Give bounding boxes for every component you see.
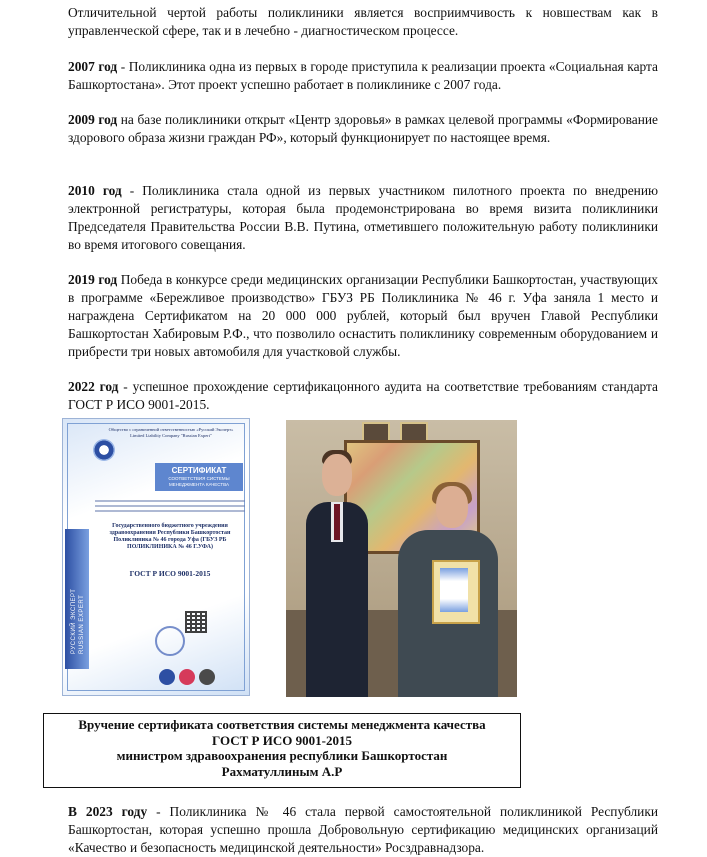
paragraph-2022 [68,378,658,414]
logo-icon [179,669,195,685]
paragraph-2010 [68,182,658,254]
man-tie [334,504,340,540]
certificate-side-text-en: RUSSIAN EXPERT [79,594,85,654]
year-label: 2019 год [68,272,118,287]
caption-line: министром здравоохранения республики Башкортостан [116,748,448,763]
year-label: 2022 год [68,379,119,394]
logo-icon [199,669,215,685]
certificate-logo-icon [93,439,115,461]
seal-icon [155,626,185,656]
certificate-holder: Государственного бюджетного учреждения здравоохранения Республики Башкортостан Поликлиника № 46 города Уфа (ГБУЗ РБ ПОЛИКЛИНИКА № 46 Г.УФА) [109,523,231,550]
caption-line: ГОСТ Р ИСО 9001-2015 [212,732,352,748]
woman-head [436,486,468,528]
certificate-side-text: РУССКИЙ ЭКСПЕРТ [71,588,77,654]
award-photo [286,420,517,697]
certificate-bottom-logos [159,669,239,685]
held-certificate [432,560,480,624]
qr-code-icon [185,611,207,633]
logo-icon [159,669,175,685]
year-label: 2010 год [68,183,122,198]
paragraph-text: - Поликлиника № 46 стала первой самостоятельной поликлиникой Республики Башкортостан, которая успешно прошла Добровольную сертификацию медицинских организаций «Качество и безопасность медицинской деятельности» Росздравнадзора. [68,804,658,855]
year-label: В 2023 году [68,804,148,819]
paragraph-2023 [68,803,658,857]
photo-caption [43,713,521,788]
paragraph-text: - успешное прохождение сертификацонного аудита на соответствие требованиям стандарта ГОСТ Р ИСО 9001-2015. [68,379,658,412]
intro-paragraph [68,4,658,40]
certificate-image [62,418,250,696]
certificate-standard: ГОСТ Р ИСО 9001-2015 [129,569,211,578]
certificate-banner [155,463,243,491]
paragraph-text: Отличительной чертой работы поликлиники является восприимчивость к новшествам как в управленческой сфере, так и в лечебно - диагностическом процессе. [68,5,658,38]
year-label: 2009 год [68,112,118,127]
paragraph-2007 [68,58,658,94]
paragraph-text: на базе поликлиники открыт «Центр здоровья» в рамках целевой программы «Формирование здорового образа жизни граждан РФ», который функционирует по настоящее время. [68,112,658,145]
certificate-text-lines [95,497,245,515]
paragraph-text: - Поликлиника стала одной из первых участником пилотного проекта по внедрению электронной регистратуры, которая была продемонстрирована во время визита поликлиники Председателя Правительства России В.В. Путина, отметившего положительную работу поликлиники во время итогового совещания. [68,183,658,252]
certificate-title: СЕРТИФИКАТ [171,466,227,475]
paragraph-text: - Поликлиника одна из первых в городе приступила к реализации проекта «Социальная карта Башкортостана». Этот проект успешно работает в поликлинике с 2007 года. [68,59,658,92]
caption-line: Рахматуллиным А.Р [221,763,343,779]
year-label: 2007 год [68,59,118,74]
certificate-subtitle: СООТВЕТСТВИЯ СИСТЕМЫ МЕНЕДЖМЕНТА КАЧЕСТВА [168,476,230,487]
paragraph-2019 [68,271,658,361]
paragraph-text: Победа в конкурсе среди медицинских организации Республики Башкортостан, участвующих в программе «Бережливое производство» ГБУЗ РБ Поликлиника № 46 г. Уфа заняла 1 место и награждена Сертификатом на 20 000 000 рублей, который был вручен Главой Республики Башкортостан Хабировым Р.Ф., что позволило оснастить поликлинику современным оборудованием и прибрести три новых автомобиля для участковой службы. [68,272,658,359]
paragraph-2009 [68,111,658,147]
certificate-side-band [65,529,89,669]
caption-line: Вручение сертификата соответствия системы менеджмента качества [78,717,486,732]
man-head [322,454,352,496]
certificate-org: Общество с ограниченной ответственностью «Русский Эксперт» Limited Liability Company "Russian Expert" [108,427,234,438]
